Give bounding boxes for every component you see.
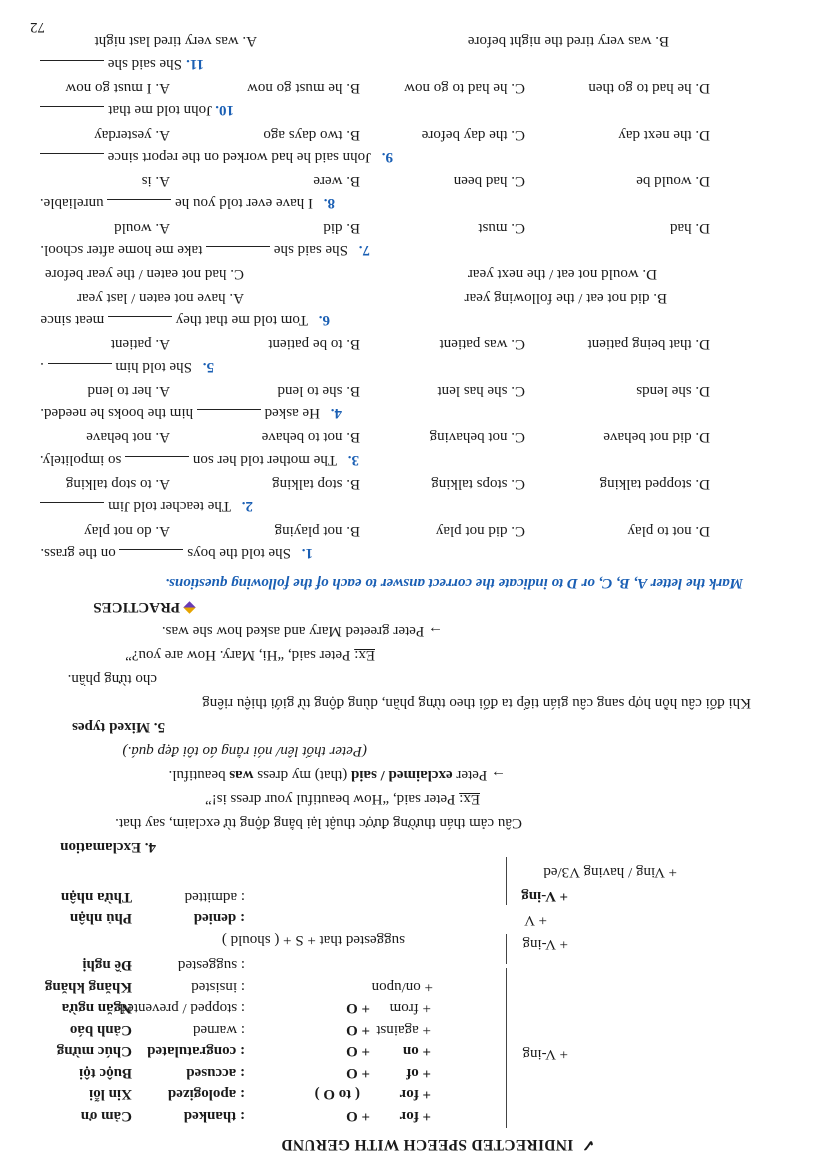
question-text: I have ever told you he (175, 195, 313, 212)
option-c[interactable]: C. was patient (439, 336, 525, 353)
arrow-was: was (229, 767, 254, 783)
section-title (281, 1135, 595, 1155)
question-stem (40, 148, 393, 166)
option-a[interactable]: A. have not eaten / last year (76, 289, 244, 306)
question-text: Tom told me that they (175, 312, 308, 328)
table-verb: : thanked (183, 1108, 245, 1124)
answer-blank[interactable] (107, 200, 171, 213)
table-verb: : warned (192, 1022, 245, 1038)
table-object: + O (346, 1000, 370, 1017)
diamond-bullet-icon (183, 601, 195, 613)
option-c[interactable]: C. she has lent (437, 382, 525, 399)
option-b[interactable]: B. were (313, 173, 360, 190)
arrow-mid: (that) my dress (257, 767, 348, 783)
option-d[interactable]: D. would be (636, 173, 710, 190)
section-title-text: INDIRECTED SPEECH WITH GERUND (281, 1136, 574, 1153)
option-d[interactable]: D. stopped talking (599, 476, 710, 493)
question-stem (40, 451, 359, 469)
option-a[interactable]: A. was very tired last night (94, 33, 257, 50)
question-stem (40, 497, 253, 515)
answer-blank[interactable] (206, 246, 270, 259)
question-number: 6. (318, 312, 330, 328)
question-number: 8. (323, 195, 335, 212)
question-stem (40, 404, 342, 422)
option-d[interactable]: D. would not eat / the next year (467, 266, 657, 283)
option-a[interactable]: A. I must go now (65, 80, 170, 96)
table-vn-label: Phủ nhận (69, 910, 132, 927)
table-object: ( to O ) (314, 1086, 360, 1103)
option-b[interactable]: B. two days ago (263, 126, 360, 143)
question-stem (41, 101, 235, 119)
table-divider (506, 968, 507, 1128)
table-preposition: + from (389, 1000, 431, 1017)
question-text: The mother told her son (192, 451, 337, 468)
arrow-verb: exclaimed / said (351, 767, 453, 783)
table-verb: : insisted (191, 979, 245, 995)
option-c[interactable]: C. had not eaten / the year before (44, 266, 244, 283)
exclamation-desc (115, 814, 522, 831)
question-text: She said she (107, 55, 182, 72)
answer-blank[interactable] (40, 502, 104, 515)
practices-heading-text: PRACTICES (93, 599, 180, 615)
table-preposition: + of (406, 1065, 431, 1081)
option-b[interactable]: B. not playing (274, 522, 360, 539)
question-number: 10. (215, 102, 234, 119)
option-b[interactable]: B. did not eat / the following year (464, 289, 667, 306)
question-stem (40, 358, 214, 376)
question-text-after: unreliable. (39, 195, 104, 212)
question-text-after: . (40, 358, 44, 375)
answer-blank[interactable] (40, 153, 104, 166)
question-number: 1. (301, 545, 313, 561)
option-c[interactable]: C. stops talking (431, 476, 525, 493)
question-number: 9. (381, 148, 393, 165)
answer-blank[interactable] (41, 106, 105, 119)
table-vn-label: Chúc mừng (56, 1043, 132, 1060)
answer-blank[interactable] (48, 363, 112, 376)
table-preposition: + for (399, 1086, 431, 1103)
answer-blank[interactable] (197, 409, 261, 422)
mixed-heading: 5. Mixed types (72, 719, 165, 735)
table-vn-label: Xin lỗi (89, 1086, 132, 1103)
table-verb: : admitted (184, 889, 245, 905)
question-number: 3. (347, 451, 359, 468)
question-stem (40, 195, 335, 213)
table-vn-label: Thừa nhận (60, 889, 132, 905)
table-verb: : suggested (177, 957, 245, 974)
question-text-after: take me home after school. (40, 242, 203, 259)
question-number: 5. (202, 358, 214, 375)
option-a[interactable]: A. not behave (86, 429, 170, 446)
answer-blank[interactable] (108, 316, 172, 329)
option-b[interactable]: B. not to behave (261, 429, 360, 446)
question-number: 2. (241, 498, 253, 515)
page-number: 72 (30, 19, 45, 35)
table-object: + O (346, 1043, 370, 1060)
table-verb: : accused (186, 1065, 245, 1081)
option-d[interactable]: D. he had to go then (588, 80, 710, 96)
mixed-example (125, 646, 375, 663)
table-vn-label: Đề nghị (82, 957, 132, 974)
option-c[interactable]: C. not behaving (429, 429, 525, 446)
table-object: + O (346, 1108, 370, 1124)
option-d[interactable]: D. did not behave (603, 429, 710, 446)
question-stem (40, 55, 204, 73)
option-a[interactable]: A. is (141, 173, 170, 190)
example-text: Peter said, “How beautiful your dress is!” (205, 791, 456, 807)
option-c[interactable]: C. must (478, 219, 525, 236)
practices-heading (93, 598, 195, 615)
table-object: + O (346, 1022, 370, 1038)
arrow-pre: → Peter (456, 767, 506, 783)
option-b[interactable]: B. she to lend (277, 382, 360, 399)
answer-blank[interactable] (120, 549, 184, 562)
table-verb: : denied (193, 910, 245, 927)
table-preposition: + on/upon (371, 979, 433, 995)
right-suffix: + Ving / having V3/ed (543, 864, 677, 880)
option-a[interactable]: A. do not play (84, 522, 170, 539)
arrow-end: beautiful. (168, 767, 226, 783)
exclamation-arrow-line (169, 766, 506, 783)
option-c[interactable]: C. did not play (435, 522, 525, 539)
mixed-desc-line2: cho từng phần. (67, 671, 157, 687)
exclamation-desc-text: Câu cảm thán thường được thuật lại bằng động từ exclaim, say that. (115, 815, 522, 831)
question-text: John told me that (108, 102, 212, 119)
question-number: 4. (330, 405, 342, 422)
practices-instruction: Mark the letter A, B, C, or D to indicate the correct answer to each of the following questions. (165, 575, 743, 591)
example-label: Ex: (354, 647, 375, 663)
table-verb: : congratulated (147, 1043, 245, 1060)
option-b[interactable]: B. did (323, 219, 360, 236)
example-label: Ex: (459, 791, 480, 807)
table-vn-label: Cảnh báo (69, 1022, 132, 1038)
option-d[interactable]: D. the next day (618, 126, 710, 143)
question-number: 11. (186, 55, 204, 72)
option-a[interactable]: A. yesterday (94, 126, 170, 143)
answer-blank[interactable] (125, 456, 189, 469)
question-number: 7. (358, 242, 370, 259)
question-stem (40, 544, 313, 562)
option-b[interactable]: B. was very tired the night before (467, 33, 669, 50)
table-verb: : stopped / prevented (119, 1000, 245, 1017)
mixed-desc-line1: Khi đổi câu hỗn hợp sang câu gián tiếp ta đổi theo từng phần, dùng động từ giới thiệu riêng (202, 695, 751, 711)
table-object: + O (346, 1065, 370, 1081)
table-verb: suggested that + S + ( should ) (221, 932, 405, 948)
table-verb: : apologized (167, 1086, 245, 1103)
question-text: She told the boys (187, 545, 291, 561)
option-c[interactable]: C. had been (453, 173, 525, 190)
mixed-arrow-line: → Peter greeted Mary and asked how she was. (161, 623, 443, 639)
question-text-after: on the grass. (40, 545, 116, 561)
question-text: The teacher told Jim (108, 498, 231, 515)
right-suffix: + V-ing (522, 936, 568, 952)
check-mark-icon: ✓ (581, 1136, 595, 1153)
table-vn-label: Buộc tội (79, 1065, 132, 1081)
question-text-after: so impolitely. (39, 451, 122, 468)
table-vn-label: Khăng khăng (44, 979, 132, 995)
question-text-after: him the books he needed. (40, 405, 194, 422)
example-text: Peter said, “Hi, Mary. How are you?” (125, 647, 351, 663)
question-stem (40, 241, 370, 259)
table-vn-label: Ngăn ngừa (61, 1000, 132, 1017)
question-text-after: meat since (40, 312, 105, 328)
exclamation-example (205, 790, 480, 807)
right-suffix: + V-ing (521, 888, 568, 904)
option-d[interactable]: D. that being patient (587, 336, 710, 353)
question-text: John said he had worked on the report since (107, 148, 371, 165)
option-a[interactable]: A. would (114, 219, 170, 236)
right-suffix: + V-ing (522, 1046, 568, 1062)
table-preposition: + on (402, 1043, 431, 1060)
option-b[interactable]: B. he must go now (247, 80, 360, 96)
table-preposition: + for (399, 1108, 431, 1124)
option-b[interactable]: B. to be patient (268, 336, 360, 353)
option-a[interactable]: A. her to lend (87, 382, 170, 399)
option-d[interactable]: D. not to play (627, 522, 710, 539)
option-a[interactable]: A. patient (110, 336, 170, 353)
question-text: She said she (273, 242, 348, 259)
option-b[interactable]: B. stop talking (272, 476, 360, 493)
exclamation-heading: 4. Exclamation (60, 839, 156, 855)
option-c[interactable]: C. he had to go now (404, 80, 525, 96)
table-divider (506, 934, 507, 964)
question-text: She told him (115, 358, 192, 375)
table-vn-label: Cảm ơn (80, 1108, 132, 1124)
option-d[interactable]: D. she lends (636, 382, 710, 399)
table-divider (506, 857, 507, 905)
answer-blank[interactable] (40, 60, 104, 73)
question-stem (41, 311, 331, 329)
exclamation-translation: (Peter thốt lên/ nói rằng áo tôi đẹp quá.) (122, 743, 367, 759)
right-suffix: + V (524, 912, 547, 928)
question-text: He asked (264, 405, 320, 422)
option-c[interactable]: C. the day before (421, 126, 525, 143)
option-d[interactable]: D. had (670, 219, 710, 236)
table-preposition: + against (376, 1022, 431, 1038)
option-a[interactable]: A. to stop talking (65, 476, 170, 493)
